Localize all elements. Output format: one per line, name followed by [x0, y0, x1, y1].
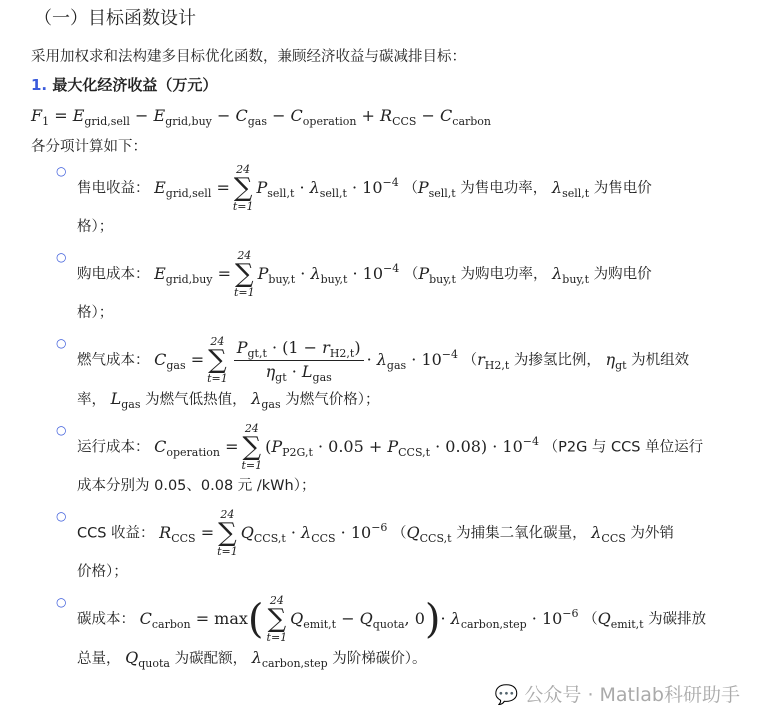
desc: 为购电价 [589, 266, 652, 283]
bullet-icon: ○ [56, 423, 67, 437]
list-item-sell-revenue: ○ 售电收益： $E_{grid,sell}$ = 24 ∑ t=1 $P_{sell,t} \cdot \lambda_{sell,t} \cdot 10^{-4}$ （$P_{sell,t}$ 为售电功率， $\lambda_{sell,t}$ 为售电价 格）； [56, 164, 740, 240]
desc: （ [462, 352, 478, 369]
formula: $E_{grid,sell}$ = 24 ∑ t=1 $P_{sell,t} \cdot \lambda_{sell,t} \cdot 10^{-4}$ [154, 163, 399, 213]
item-label: 燃气成本： [77, 352, 150, 369]
formula: $C_{carbon} = \max$( 24 ∑ t=1 $Q_{emit,t} - Q_{quota}$, $0)\cdot \lambda_{carbon,step} \cdot 10^{-6}$ [139, 594, 579, 644]
desc: 为燃气低热值， [140, 392, 247, 408]
item-label: 购电成本： [77, 266, 150, 283]
subsection-title [31, 74, 740, 96]
wechat-icon: 💬 [494, 684, 519, 706]
desc: （ [403, 180, 418, 197]
desc: 为碳配额， [169, 651, 248, 667]
desc: （ [392, 525, 407, 542]
item-label: 售电收益： [77, 180, 150, 197]
section-heading: （一）目标函数设计 [34, 8, 196, 29]
desc: 为购电功率， [455, 266, 548, 283]
f1-lhs: F [31, 106, 43, 125]
desc: 为掺氢比例， [509, 352, 601, 369]
desc: 为售电功率， [455, 180, 548, 197]
section-number: 1. [31, 76, 48, 94]
item-label: CCS 收益： [77, 525, 155, 542]
desc: 为阶梯碳价）。 [327, 651, 427, 667]
list-item-gas-cost: ○ 燃气成本： $C_{gas}$ = 24 ∑ t=1 $\frac{P_{gt,t} \cdot (1 - r_{H2,t})}{\eta_{gt} \cdot L_{gas}}$ · $\lambda_{gas} \cdot 10^{-4}$ （$r_{H2,t}$ 为掺氢比例， $\eta_{gt}$ 为机组效 率， $L_{gas}$ 为燃气低热值， $\lambda_{gas}$ 为燃气价格）； [56, 335, 690, 411]
item-label: 碳成本： [77, 611, 135, 628]
f1-formula: $F_1 = E_{grid,sell} - E_{grid,buy} - C_{gas} - C_{operation} + R_{CCS} - C_{carbon}$ [31, 106, 492, 128]
desc: 为捕集二氧化碳量， [451, 525, 587, 542]
desc: 为机组效 [626, 352, 690, 369]
bullet-icon: ○ [56, 336, 67, 350]
watermark-text: 公众号 · Matlab科研助手 [524, 684, 740, 706]
desc: （P2G 与 CCS 单位运行 [543, 439, 704, 456]
calc-intro: 各分项计算如下： [31, 139, 147, 155]
desc: 格）； [77, 219, 114, 235]
formula: $E_{grid,buy}$ = 24 ∑ t=1 $P_{buy,t} \cdot \lambda_{buy,t} \cdot 10^{-4}$ [154, 249, 400, 299]
desc: 为外销 [625, 525, 674, 542]
formula: $C_{operation}$ = 24 ∑ t=1 $(P_{P2G,t} \cdot 0.05 + P_{CCS,t} \cdot 0.08) \cdot 10^{-4}$ [154, 422, 539, 472]
bullet-icon: ○ [56, 164, 67, 178]
watermark [31, 682, 740, 708]
desc: 为碳排放 [643, 611, 707, 628]
desc: （ [583, 611, 598, 628]
list-item-buy-cost: ○ 购电成本： $E_{grid,buy}$ = 24 ∑ t=1 $P_{buy,t} \cdot \lambda_{buy,t} \cdot 10^{-4}$ （$P_{buy,t}$ 为购电功率， $\lambda_{buy,t}$ 为购电价 格）； [56, 250, 740, 326]
desc: 为燃气价格）； [280, 392, 380, 408]
desc: 总量， [77, 651, 121, 667]
bullet-icon: ○ [56, 250, 67, 264]
list-item-carbon-cost: ○ 碳成本： $C_{carbon} = \max$( 24 ∑ t=1 $Q_{emit,t} - Q_{quota}$, $0)\cdot \lambda_{carbon,step} \cdot 10^{-6}$ （$Q_{emit,t}$ 为碳排放 总量， $Q_{quota}$ 为碳配额， $\lambda_{carbon,step}$ 为阶梯碳价）。 [56, 594, 707, 670]
bullet-icon: ○ [56, 595, 67, 609]
formula: $R_{CCS}$ = 24 ∑ t=1 $Q_{CCS,t} \cdot \lambda_{CCS} \cdot 10^{-6}$ [159, 508, 388, 558]
f1-lhs-sub: 1 [42, 115, 50, 128]
desc: 格）； [77, 305, 114, 321]
item-label: 运行成本： [77, 439, 150, 456]
desc: 为售电价 [589, 180, 652, 197]
list-item-ccs-revenue: ○ CCS 收益： $R_{CCS}$ = 24 ∑ t=1 $Q_{CCS,t} \cdot \lambda_{CCS} \cdot 10^{-6}$ （$Q_{CCS,t}$ 为捕集二氧化碳量， $\lambda_{CCS}$ 为外销 价格）； [56, 509, 740, 585]
desc: 成本分别为 0.05、0.08 元 /kWh）； [77, 478, 316, 494]
bullet-icon: ○ [56, 509, 67, 523]
formula: $C_{gas}$ = 24 ∑ t=1 $\frac{P_{gt,t} \cdot (1 - r_{H2,t})}{\eta_{gt} \cdot L_{gas}}$ · $\lambda_{gas} \cdot 10^{-4}$ [154, 335, 459, 385]
desc: 率， [77, 392, 106, 408]
section-title: 最大化经济收益（万元） [52, 76, 218, 94]
list-item-operation-cost [56, 423, 740, 499]
intro-text: 采用加权求和法构建多目标优化函数，兼顾经济收益与碳减排目标： [31, 49, 466, 65]
desc: （ [403, 266, 419, 283]
desc: 价格）； [77, 564, 128, 580]
